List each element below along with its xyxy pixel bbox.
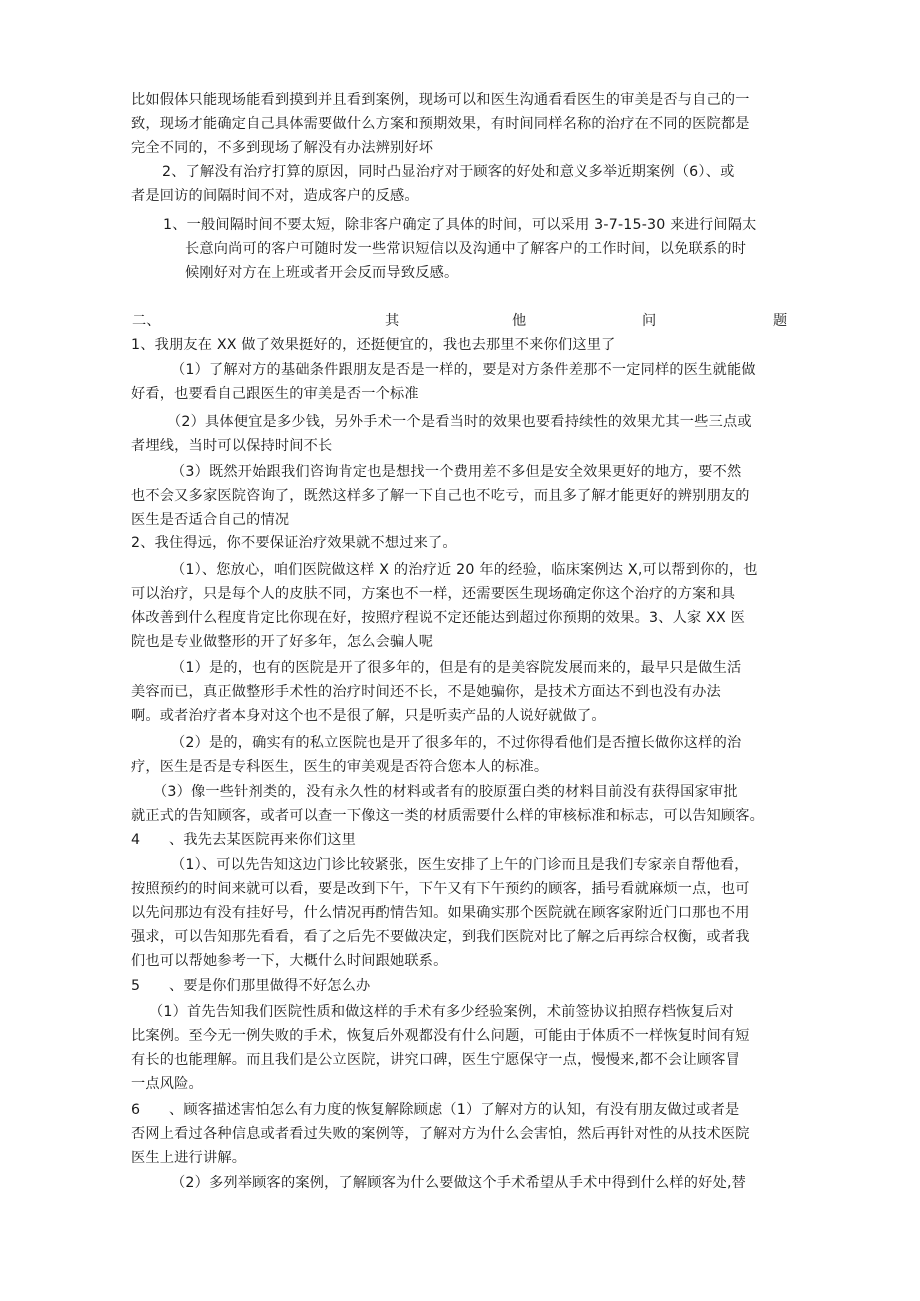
- paragraph-line: 体改善到什么程度肯定比你现在好，按照疗程说不定还能达到超过你预期的效果。3、人家 XX 医: [131, 610, 745, 626]
- paragraph-line: （1）首先告知我们医院性质和做这样的手术有多少经验案例，术前签协议拍照存档恢复后对: [149, 1004, 734, 1020]
- paragraph-line: （1）是的，也有的医院是开了很多年的，但是有的是美容院发展而来的，最早只是做生活: [171, 660, 742, 676]
- paragraph-line: （3）像一些针剂类的，没有永久性的材料或者有的胶原蛋白类的材料目前没有获得国家审批: [153, 784, 738, 800]
- paragraph-line: 候刚好对方在上班或者开会反而导致反感。: [185, 265, 459, 281]
- paragraph-line: （1）了解对方的基础条件跟朋友是否是一样的，要是对方条件差那不一定同样的医生就能做: [171, 362, 756, 378]
- paragraph-line: 1、一般间隔时间不要太短，除非客户确定了具体的时间，可以采用 3-7-15-30 来进行间隔太: [163, 217, 757, 233]
- question-title: 5 、要是你们那里做得不好怎么办: [131, 978, 371, 994]
- paragraph-line: 按照预约的时间来就可以看，要是改到下午，下午又有下午预约的顾客，插号看就麻烦一点，也可: [131, 881, 750, 897]
- question-title: 2、我住得远，你不要保证治疗效果就不想过来了。: [131, 535, 457, 551]
- paragraph-line: 2、了解没有治疗打算的原因，同时凸显治疗对于顾客的好处和意义多举近期案例（6）、或: [162, 164, 735, 180]
- paragraph-line: 也不会又多家医院咨询了，既然这样多了解一下自己也不吃亏，而且多了解才能更好的辨别朋友的: [131, 488, 750, 504]
- question-title: 4 、我先去某医院再来你们这里: [131, 832, 357, 848]
- paragraph-line: 一点风险。: [131, 1076, 203, 1092]
- paragraph-line: 完全不同的，不多到现场了解没有办法辨别好坏: [131, 140, 434, 156]
- heading-number: 二、: [132, 313, 161, 329]
- paragraph-line: 以先问那边有没有挂好号，什么情况再酌情告知。如果确实那个医院就在顾客家附近门口那也不用: [131, 905, 750, 921]
- paragraph-line: 可以治疗，只是每个人的皮肤不同，方案也不一样，还需要医生现场确定你这个治疗的方案和具: [131, 586, 736, 602]
- paragraph-line: 否网上看过各种信息或者看过失败的案例等，了解对方为什么会害怕，然后再针对性的从技术医院: [131, 1126, 750, 1142]
- paragraph-line: 就正式的告知顾客，或者可以查一下像这一类的材质需要什么样的审核标准和标志，可以告知顾客。: [131, 808, 765, 824]
- paragraph-line: 者埋线，当时可以保持时间不长: [131, 438, 333, 454]
- question-title: 1、我朋友在 XX 做了效果挺好的，还挺便宜的，我也去那里不来你们这里了: [131, 337, 616, 353]
- paragraph-line: （1）、可以先告知这边门诊比较紧张，医生安排了上午的门诊而且是我们专家亲自帮他看，: [171, 857, 749, 873]
- paragraph-line: 者是回访的间隔时间不对，造成客户的反感。: [131, 188, 419, 204]
- question-title: 6 、顾客描述害怕怎么有力度的恢复解除顾虑（1）了解对方的认知，有没有朋友做过或者是: [131, 1102, 740, 1118]
- paragraph-line: 长意向尚可的客户可随时发一些常识短信以及沟通中了解客户的工作时间，以免联系的时: [185, 241, 747, 257]
- heading-char: 问: [642, 313, 657, 329]
- heading-char: 其: [385, 313, 400, 329]
- paragraph-line: 比案例。至今无一例失败的手术，恢复后外观都没有什么问题，可能由于体质不一样恢复时间有短: [131, 1028, 750, 1044]
- section-heading: [132, 309, 790, 333]
- paragraph-line: 院也是专业做整形的开了好多年，怎么会骗人呢: [131, 634, 434, 650]
- paragraph-line: 有长的也能理解。而且我们是公立医院，讲究口碑，医生宁愿保守一点，慢慢来,都不会让顾客冒: [131, 1052, 740, 1068]
- paragraph-line: 致，现场才能确定自己具体需要做什么方案和预期效果，有时间同样名称的治疗在不同的医院都是: [131, 116, 750, 132]
- heading-char: 他: [512, 313, 527, 329]
- paragraph-line: （2）具体便宜是多少钱，另外手术一个是看当时的效果也要看持续性的效果尤其一些三点或: [167, 414, 752, 430]
- paragraph-line: （1）、您放心，咱们医院做这样 X 的治疗近 20 年的经验，临床案例达 X,可以帮到你的，也: [171, 562, 758, 578]
- paragraph-line: （3）既然开始跟我们咨询肯定也是想找一个费用差不多但是安全效果更好的地方，要不然: [171, 464, 742, 480]
- paragraph-line: 强求，可以告知那先看看，看了之后先不要做决定，到我们医院对比了解之后再综合权衡，或者我: [131, 929, 750, 945]
- heading-char: 题: [773, 313, 788, 329]
- paragraph-line: 好看，也要看自己跟医生的审美是否一个标准: [131, 386, 419, 402]
- paragraph-line: 医生上进行讲解。: [131, 1150, 247, 1166]
- paragraph-line: 啊。或者治疗者本身对这个也不是很了解，只是听卖产品的人说好就做了。: [131, 708, 606, 724]
- paragraph-line: 比如假体只能现场能看到摸到并且看到案例，现场可以和医生沟通看看医生的审美是否与自己的一: [131, 92, 750, 108]
- paragraph-line: （2）多列举顾客的案例，了解顾客为什么要做这个手术希望从手术中得到什么样的好处,替: [171, 1175, 747, 1191]
- paragraph-line: 们也可以帮她参考一下，大概什么时间跟她联系。: [131, 953, 448, 969]
- paragraph-line: （2）是的，确实有的私立医院也是开了很多年的，不过你得看他们是否擅长做你这样的治: [171, 735, 742, 751]
- paragraph-line: 美容而已，真正做整形手术性的治疗时间还不长，不是她骗你，是技术方面达不到也没有办法: [131, 684, 721, 700]
- paragraph-line: 医生是否适合自己的情况: [131, 512, 290, 528]
- paragraph-line: 疗，医生是否是专科医生，医生的审美观是否符合您本人的标准。: [131, 759, 549, 775]
